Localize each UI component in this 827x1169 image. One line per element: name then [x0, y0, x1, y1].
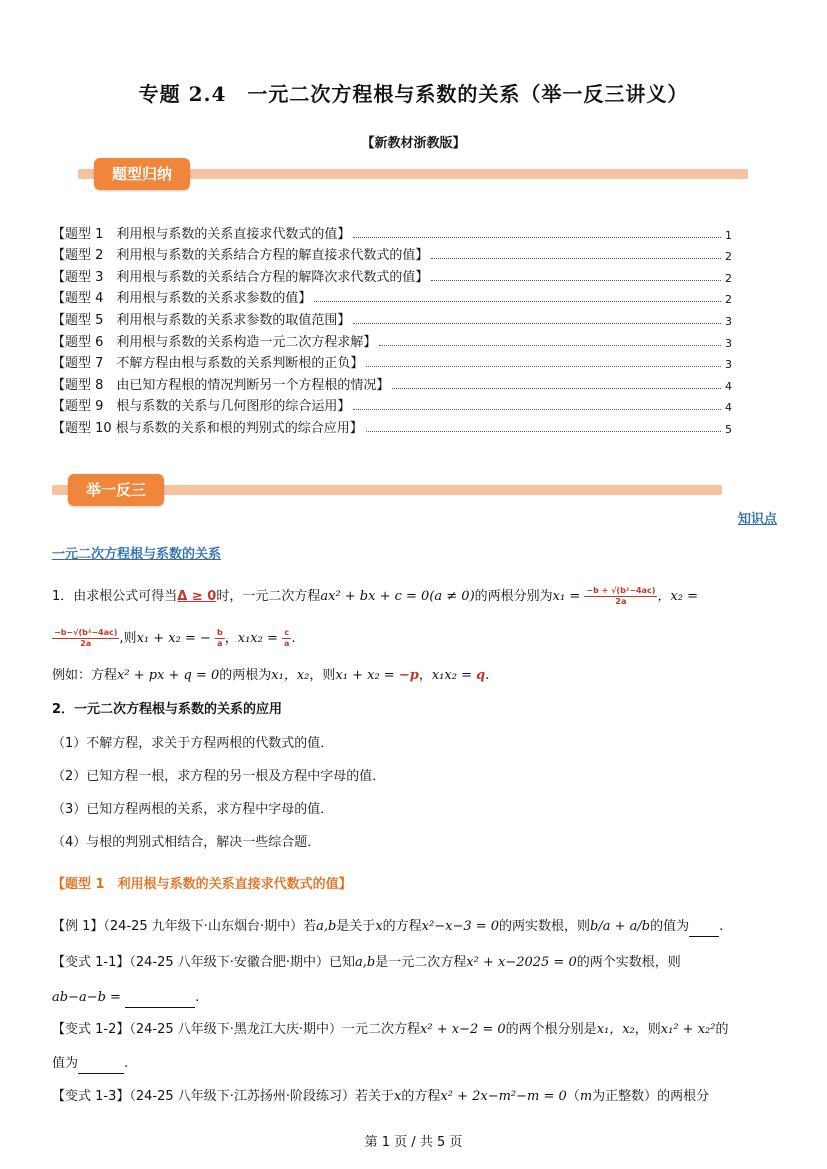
- knowledge-heading: 一元二次方程根与系数的关系: [52, 547, 222, 562]
- text: .: [485, 668, 490, 683]
- toc-page-number: 3: [725, 336, 732, 350]
- toc-leader-dots: [366, 366, 721, 367]
- variable: x: [375, 919, 383, 934]
- toc-row[interactable]: [52, 371, 732, 393]
- equation: x²−x−3 = 0: [421, 919, 500, 934]
- toc-page-number: 3: [725, 314, 732, 328]
- text: 的两根分别为: [474, 589, 553, 604]
- text: 时，一元二次方程: [216, 589, 321, 604]
- text: 的方程: [382, 919, 422, 934]
- answer-blank[interactable]: [689, 922, 719, 937]
- equation: x² + x−2025 = 0: [466, 955, 577, 970]
- variant-1-1: [52, 953, 777, 973]
- fraction-denominator: 2a: [80, 639, 92, 648]
- text: 例如：方程: [52, 668, 118, 683]
- text: 是一元二次方程: [375, 955, 467, 970]
- variable: x: [394, 1089, 402, 1104]
- root-symbol: ，x₂ =: [657, 589, 698, 604]
- variables: a,b: [355, 955, 376, 970]
- toc-row[interactable]: [52, 263, 732, 285]
- roots: x₁，x₂: [271, 668, 310, 683]
- roots: x₁，x₂: [596, 1022, 635, 1037]
- toc-label[interactable]: 【题型 1 利用根与系数的关系直接求代数式的值】: [52, 226, 351, 242]
- formula-paragraph: [52, 586, 777, 607]
- application-item: （2）已知方程一根，求方程的另一根及方程中字母的值．: [52, 769, 386, 784]
- toc-leader-dots: [314, 301, 721, 302]
- example-line: [52, 666, 777, 686]
- application-item: （4）与根的判别式相结合，解决一些综合题．: [52, 835, 321, 850]
- equation: x² + x−2 = 0: [420, 1022, 506, 1037]
- toc-row[interactable]: [52, 306, 732, 328]
- text: 的值为: [650, 919, 690, 934]
- toc-leader-dots: [431, 280, 721, 281]
- fraction-numerator: −b−√(b²−4ac): [54, 628, 118, 637]
- toc-label[interactable]: 【题型 5 利用根与系数的关系求参数的取值范围】: [52, 312, 351, 328]
- text: .: [291, 631, 296, 646]
- text: 的方程: [401, 1089, 441, 1104]
- text: ,则: [119, 631, 137, 646]
- toc-leader-dots: [353, 323, 721, 324]
- example-equation: x² + px + q = 0: [117, 668, 220, 683]
- toc-row[interactable]: [52, 285, 732, 307]
- text: ，则: [309, 668, 336, 683]
- toc-label[interactable]: 【题型 9 根与系数的关系与几何图形的综合运用】: [52, 399, 351, 415]
- toc-leader-dots: [379, 345, 721, 346]
- product-formula: x₁x₂ =: [237, 631, 278, 646]
- section-tab-question-types: 题型归纳: [94, 158, 190, 190]
- text: 为正整数）的两根分: [592, 1089, 710, 1104]
- text: 的: [715, 1022, 729, 1037]
- sum-formula: x₁ + x₂ = −: [136, 631, 211, 646]
- root-symbol: x₁ =: [552, 589, 581, 604]
- application-item: （3）已知方程两根的关系，求方程中字母的值．: [52, 802, 334, 817]
- toc-row[interactable]: [52, 393, 732, 415]
- toc-label[interactable]: 【题型 10 根与系数的关系和根的判别式的综合应用】: [52, 420, 363, 436]
- toc-leader-dots: [353, 409, 721, 410]
- quadratic-equation: ax² + bx + c = 0(a ≠ 0): [320, 589, 475, 604]
- text: （: [566, 1089, 580, 1104]
- page-footer: 第 1 页 / 共 5 页: [364, 1135, 463, 1150]
- toc-label[interactable]: 【题型 2 利用根与系数的关系结合方程的解直接求代数式的值】: [52, 248, 429, 264]
- document-title: 专题 2.4 一元二次方程根与系数的关系（举一反三讲义）: [138, 82, 689, 106]
- text: .: [124, 1056, 129, 1071]
- equation: x² + 2x−m²−m = 0: [440, 1089, 567, 1104]
- variables: a,b: [316, 919, 337, 934]
- text: ，则: [634, 1022, 661, 1037]
- text: 【变式 1-3】（24-25 八年级下·江苏扬州·阶段练习）若关于: [52, 1089, 395, 1104]
- toc-page-number: 2: [725, 250, 732, 264]
- expression: x₁² + x₂²: [660, 1022, 716, 1037]
- toc-page-number: 1: [725, 228, 732, 242]
- product-fraction: [282, 628, 291, 649]
- root-formula-2: [52, 628, 119, 649]
- text: 1．由求根公式可得当: [52, 589, 178, 604]
- formula-paragraph-cont: [52, 628, 777, 649]
- text: 【变式 1-1】（24-25 八年级下·安徽合肥·期中）已知: [52, 955, 356, 970]
- fraction-numerator: c: [282, 628, 291, 639]
- toc-row[interactable]: [52, 328, 732, 350]
- expression: ab−a−b =: [52, 990, 121, 1005]
- fraction-numerator: −b + √(b²−4ac): [586, 586, 656, 595]
- answer-blank[interactable]: [78, 1059, 124, 1074]
- knowledge-point-link[interactable]: 知识点: [737, 512, 777, 527]
- product-value: q: [476, 668, 486, 683]
- variable: m: [579, 1089, 593, 1104]
- toc-row[interactable]: [52, 242, 732, 264]
- text: 的两个根分别是: [505, 1022, 597, 1037]
- toc-row[interactable]: [52, 350, 732, 372]
- toc-page-number: 5: [725, 422, 732, 436]
- sum-value: −p: [398, 668, 419, 683]
- text: ，: [418, 668, 432, 683]
- text: 的两实数根，则: [499, 919, 591, 934]
- text: .: [195, 990, 200, 1005]
- toc-label[interactable]: 【题型 4 利用根与系数的关系求参数的值】: [52, 291, 312, 307]
- text: 【例 1】（24-25 九年级下·山东烟台·期中）若: [52, 919, 317, 934]
- text: 【变式 1-2】（24-25 八年级下·黑龙江大庆·期中）一元二次方程: [52, 1022, 421, 1037]
- sum-fraction: [215, 628, 225, 649]
- sum-formula: x₁ + x₂ =: [335, 668, 395, 683]
- toc-label[interactable]: 【题型 3 利用根与系数的关系结合方程的解降次求代数式的值】: [52, 269, 429, 285]
- toc-page-number: 3: [725, 358, 732, 372]
- toc-row[interactable]: [52, 220, 732, 242]
- answer-blank[interactable]: [125, 993, 195, 1008]
- variant-1-3: [52, 1087, 777, 1107]
- toc-leader-dots: [353, 237, 721, 238]
- root-formula-1: [584, 586, 657, 607]
- fraction-denominator: 2a: [615, 597, 627, 606]
- toc-label[interactable]: 【题型 6 利用根与系数的关系构造一元二次方程求解】: [52, 334, 377, 350]
- product-formula: x₁x₂ =: [431, 668, 472, 683]
- question-type-title: 【题型 1 利用根与系数的关系直接求代数式的值】: [52, 877, 352, 892]
- toc-page-number: 2: [725, 271, 732, 285]
- text: 的两个实数根，则: [576, 955, 681, 970]
- fraction-denominator: a: [217, 639, 223, 648]
- variant-1-1-cont: [52, 988, 777, 1008]
- toc-leader-dots: [431, 258, 721, 259]
- example-1: [52, 917, 777, 937]
- toc-label[interactable]: 【题型 8 由已知方程根的情况判断另一个方程根的情况】: [52, 377, 390, 393]
- fraction-denominator: a: [284, 639, 290, 648]
- section-tab-examples: 举一反三: [68, 474, 164, 506]
- toc-page-number: 4: [725, 379, 732, 393]
- toc-page-number: 2: [725, 293, 732, 307]
- applications-heading: 2．一元二次方程根与系数的关系的应用: [52, 702, 283, 717]
- toc-page-number: 4: [725, 401, 732, 415]
- fraction-numerator: b: [217, 628, 223, 637]
- application-item: （1）不解方程，求关于方程两根的代数式的值．: [52, 736, 334, 751]
- text: 值为: [52, 1056, 79, 1071]
- discriminant-condition: Δ ≥ 0: [177, 589, 217, 604]
- toc-label[interactable]: 【题型 7 不解方程由根与系数的关系判断根的正负】: [52, 356, 364, 372]
- text: 是关于: [336, 919, 376, 934]
- variant-1-2-cont: [52, 1054, 777, 1074]
- table-of-contents: [52, 220, 732, 436]
- toc-leader-dots: [392, 388, 721, 389]
- text: 的两根为: [219, 668, 272, 683]
- toc-row[interactable]: [52, 414, 732, 436]
- text: ，: [224, 631, 238, 646]
- expression: b/a + a/b: [590, 919, 651, 934]
- edition-label: 【新教材浙教版】: [361, 136, 466, 151]
- text: .: [719, 919, 724, 934]
- toc-leader-dots: [366, 431, 721, 432]
- variant-1-2: [52, 1020, 777, 1040]
